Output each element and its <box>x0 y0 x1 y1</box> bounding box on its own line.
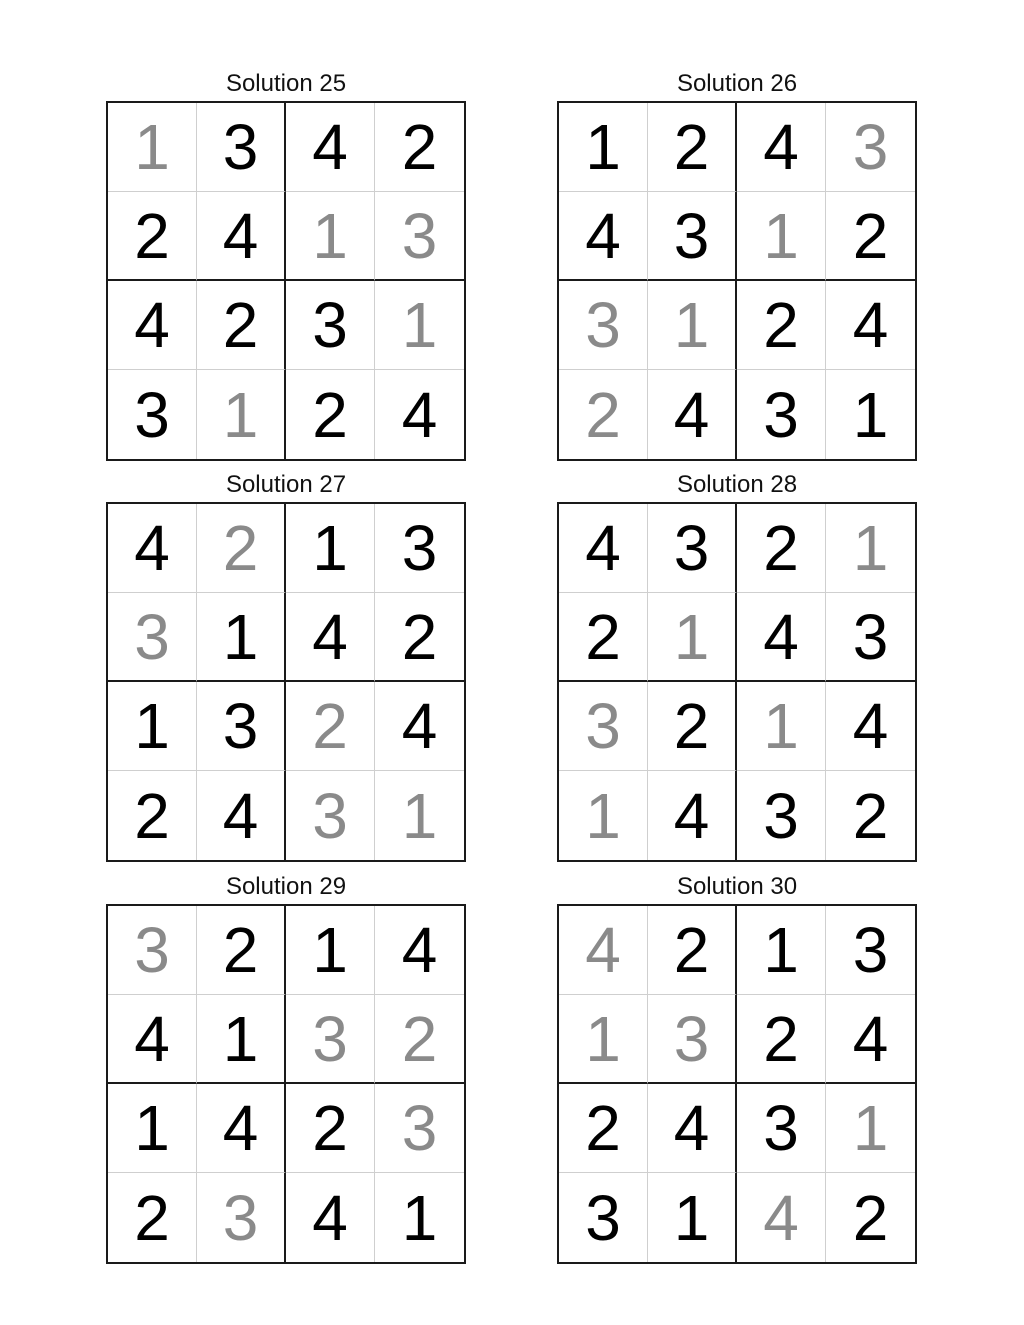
grid-cell: 1 <box>559 995 648 1084</box>
grid-cell: 2 <box>559 370 648 459</box>
puzzle-title: Solution 29 <box>225 873 347 900</box>
puzzle-title: Solution 26 <box>676 70 798 97</box>
grid-cell: 2 <box>737 995 826 1084</box>
grid-cell: 3 <box>826 593 915 682</box>
grid-cell: 2 <box>648 906 737 995</box>
grid-cell: 2 <box>286 1084 375 1173</box>
grid-cell: 3 <box>648 995 737 1084</box>
grid-cell: 2 <box>197 906 286 995</box>
grid-cell: 4 <box>375 906 464 995</box>
grid-cell: 2 <box>108 771 197 860</box>
grid-cell: 4 <box>401 378 438 451</box>
grid-cell: 1 <box>108 103 197 192</box>
grid-cell: 4 <box>826 682 915 771</box>
grid-cell: 1 <box>286 906 375 995</box>
grid-cell: 3 <box>826 103 915 192</box>
grid-cell: 4 <box>559 906 648 995</box>
grid-cell: 4 <box>648 1084 737 1173</box>
grid-cell: 1 <box>108 1084 197 1173</box>
grid-cell: 1 <box>737 192 826 281</box>
grid-cell: 3 <box>197 1173 286 1262</box>
grid-cell: 1 <box>197 995 286 1084</box>
grid-cell: 3 <box>108 370 197 459</box>
grid-cell: 4 <box>737 593 826 682</box>
grid-cell: 1 <box>852 378 889 451</box>
grid-cell: 1 <box>108 682 197 771</box>
grid-cell: 1 <box>648 593 737 682</box>
grid-cell: 2 <box>737 504 826 593</box>
grid-cell: 3 <box>286 281 375 370</box>
sudoku-grid <box>106 904 466 1264</box>
grid-cell: 3 <box>648 192 737 281</box>
grid-cell: 4 <box>197 1084 286 1173</box>
grid-cell: 2 <box>375 593 464 682</box>
sudoku-grid <box>106 502 466 862</box>
grid-cell: 3 <box>108 593 197 682</box>
grid-cell: 3 <box>737 771 826 860</box>
grid-cell: 2 <box>197 281 286 370</box>
grid-cell: 1 <box>559 771 648 860</box>
grid-cell: 4 <box>108 504 197 593</box>
grid-cell: 3 <box>197 682 286 771</box>
grid-cell: 1 <box>401 1181 438 1254</box>
grid-cell: 4 <box>197 192 286 281</box>
grid-cell: 4 <box>108 995 197 1084</box>
grid-cell: 2 <box>375 103 464 192</box>
grid-cell: 4 <box>648 370 737 459</box>
grid-cell: 1 <box>737 906 826 995</box>
grid-cell: 4 <box>559 504 648 593</box>
grid-cell: 2 <box>648 103 737 192</box>
grid-cell: 1 <box>286 504 375 593</box>
grid-cell: 4 <box>737 103 826 192</box>
grid-cell: 3 <box>286 995 375 1084</box>
grid-cell: 1 <box>197 593 286 682</box>
grid-cell: 3 <box>286 771 375 860</box>
grid-cell: 3 <box>559 281 648 370</box>
grid-cell: 4 <box>286 593 375 682</box>
grid-cell: 3 <box>648 504 737 593</box>
grid-cell: 2 <box>648 682 737 771</box>
grid-cell: 2 <box>108 192 197 281</box>
grid-cell: 1 <box>286 192 375 281</box>
grid-cell: 2 <box>852 779 889 852</box>
grid-cell: 3 <box>826 906 915 995</box>
grid-cell: 3 <box>197 103 286 192</box>
grid-cell: 1 <box>375 281 464 370</box>
grid-cell: 4 <box>197 771 286 860</box>
grid-cell: 4 <box>108 281 197 370</box>
puzzle-title: Solution 28 <box>676 471 798 498</box>
grid-cell: 4 <box>286 1173 375 1262</box>
grid-cell: 3 <box>559 682 648 771</box>
grid-cell: 2 <box>197 504 286 593</box>
grid-cell: 4 <box>648 771 737 860</box>
grid-cell: 3 <box>375 504 464 593</box>
puzzle-title: Solution 30 <box>676 873 798 900</box>
grid-cell: 4 <box>826 995 915 1084</box>
grid-cell: 1 <box>648 281 737 370</box>
grid-cell: 1 <box>826 504 915 593</box>
grid-cell: 3 <box>737 370 826 459</box>
grid-cell: 2 <box>559 593 648 682</box>
grid-cell: 4 <box>286 103 375 192</box>
puzzle-title: Solution 25 <box>225 70 347 97</box>
grid-cell: 1 <box>197 370 286 459</box>
grid-cell: 2 <box>375 995 464 1084</box>
grid-cell: 1 <box>826 1084 915 1173</box>
sudoku-grid <box>557 101 917 461</box>
grid-cell: 4 <box>826 281 915 370</box>
grid-cell: 3 <box>375 192 464 281</box>
grid-cell: 4 <box>737 1173 826 1262</box>
grid-cell: 1 <box>401 779 438 852</box>
puzzle-title: Solution 27 <box>225 471 347 498</box>
grid-cell: 2 <box>559 1084 648 1173</box>
grid-cell: 3 <box>108 906 197 995</box>
grid-cell: 2 <box>852 1181 889 1254</box>
grid-cell: 4 <box>375 682 464 771</box>
grid-cell: 3 <box>375 1084 464 1173</box>
grid-cell: 3 <box>559 1173 648 1262</box>
grid-cell: 2 <box>737 281 826 370</box>
grid-cell: 4 <box>559 192 648 281</box>
sudoku-grid <box>557 502 917 862</box>
grid-cell: 2 <box>286 370 375 459</box>
grid-cell: 1 <box>737 682 826 771</box>
grid-cell: 1 <box>559 103 648 192</box>
grid-cell: 3 <box>737 1084 826 1173</box>
grid-cell: 2 <box>286 682 375 771</box>
grid-cell: 2 <box>826 192 915 281</box>
grid-cell: 1 <box>648 1173 737 1262</box>
sudoku-grid <box>106 101 466 461</box>
sudoku-grid <box>557 904 917 1264</box>
grid-cell: 2 <box>108 1173 197 1262</box>
